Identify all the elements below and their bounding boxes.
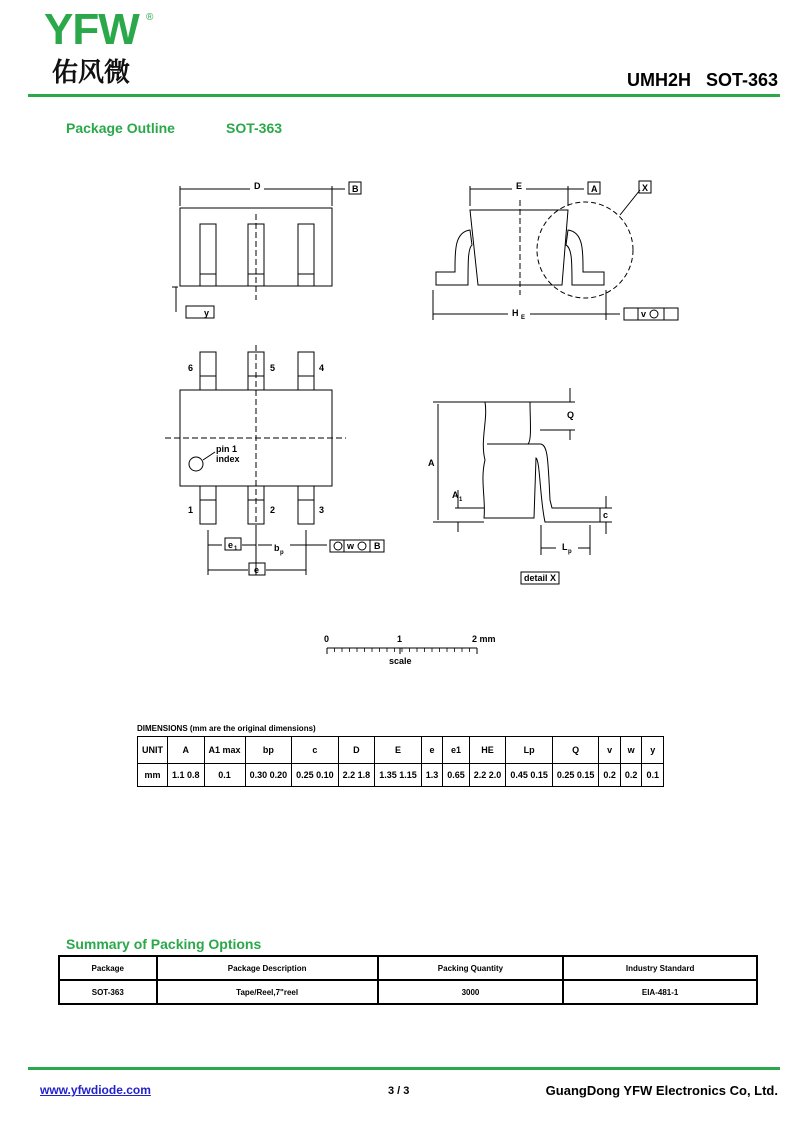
dimensions-cell-7: 1.3 (421, 764, 443, 787)
dimensions-cell-13: 0.2 (620, 764, 642, 787)
dimensions-cell-5: 2.2 1.8 (338, 764, 375, 787)
label-pin1-index-2: index (216, 454, 240, 464)
dimensions-cell-1: 1.1 0.8 (168, 764, 205, 787)
packing-header-cell-3: Industry Standard (563, 956, 757, 980)
packing-data-row (59, 980, 757, 1004)
dimensions-header-cell-7: e (421, 737, 443, 764)
dimensions-cell-6: 1.35 1.15 (375, 764, 422, 787)
dimensions-header-cell-10: Lp (506, 737, 553, 764)
dimensions-header-cell-0: UNIT (138, 737, 168, 764)
scale-label: scale (389, 656, 412, 666)
package-outline-drawing (0, 160, 800, 680)
label-detail-x: detail X (524, 573, 557, 583)
label-Lp-sub: p (568, 549, 572, 555)
dimensions-header-cell-5: D (338, 737, 375, 764)
label-A-ref: A (591, 184, 598, 194)
label-pin1-index-1: pin 1 (216, 444, 238, 454)
label-E: E (516, 181, 523, 191)
label-bp-sub: p (280, 550, 284, 556)
dimensions-cell-2: 0.1 (204, 764, 245, 787)
dimensions-cell-10: 0.45 0.15 (506, 764, 553, 787)
dimensions-cell-14: 0.1 (642, 764, 664, 787)
dimensions-header-cell-8: e1 (443, 737, 470, 764)
label-D: D (254, 181, 261, 191)
page-number: 3 / 3 (388, 1085, 410, 1097)
dimensions-header-cell-12: v (599, 737, 621, 764)
scale-ticks (327, 648, 477, 652)
label-bp: b (274, 543, 280, 553)
dimensions-title: DIMENSIONS (mm are the original dimensions) (137, 724, 316, 733)
dimensions-header-cell-13: w (620, 737, 642, 764)
label-e: e (254, 565, 260, 575)
packing-header-cell-2: Packing Quantity (378, 956, 564, 980)
dimensions-header-cell-1: A (168, 737, 205, 764)
label-HE: H (512, 308, 519, 318)
scale-tick-1: 1 (397, 634, 403, 644)
label-HE-sub: E (521, 315, 526, 321)
logo-chinese: 佑风微 (52, 58, 131, 88)
dimensions-cell-11: 0.25 0.15 (552, 764, 599, 787)
footer-rule (28, 1067, 780, 1070)
packing-header-cell-0: Package (59, 956, 157, 980)
scale-tick-0: 0 (324, 634, 330, 644)
label-Lp: L (562, 542, 568, 552)
package-outline-title: Package Outline (66, 120, 175, 136)
website-link[interactable]: www.yfwdiode.com (40, 1083, 151, 1097)
part-title: UMH2H SOT-363 (626, 70, 778, 90)
header-rule (28, 94, 780, 97)
logo-letters: YFW (44, 5, 139, 54)
dimensions-cell-0: mm (138, 764, 168, 787)
packing-cell-1: Tape/Reel,7"reel (157, 980, 378, 1004)
label-pin3: 3 (319, 505, 325, 515)
registered-mark: ® (146, 12, 154, 23)
label-pin1: 1 (188, 505, 194, 515)
dimensions-header-cell-11: Q (552, 737, 599, 764)
dimensions-header-row (138, 737, 664, 764)
label-Q: Q (567, 410, 575, 420)
label-c: c (603, 510, 609, 520)
dimensions-cell-4: 0.25 0.10 (292, 764, 339, 787)
dimensions-cell-3: 0.30 0.20 (245, 764, 292, 787)
dimensions-cell-9: 2.2 2.0 (469, 764, 506, 787)
label-w: w (347, 541, 355, 551)
label-pin2: 2 (270, 505, 276, 515)
packing-cell-3: EIA-481-1 (563, 980, 757, 1004)
label-y-ref: y (204, 308, 210, 318)
dimensions-data-row (138, 764, 664, 787)
dimensions-header-cell-2: A1 max (204, 737, 245, 764)
packing-header-row (59, 956, 757, 980)
label-e1: e (228, 540, 234, 550)
label-v: v (641, 309, 647, 319)
dimensions-header-cell-9: HE (469, 737, 506, 764)
packing-title: Summary of Packing Options (66, 936, 262, 952)
scale-tick-2: 2 mm (472, 634, 496, 644)
packing-cell-0: SOT-363 (59, 980, 157, 1004)
dimensions-cell-8: 0.65 (443, 764, 470, 787)
label-A1: A (452, 490, 459, 500)
dimensions-table (137, 736, 664, 787)
label-pin5: 5 (270, 363, 276, 373)
dimensions-header-cell-14: y (642, 737, 664, 764)
label-e1-sub: 1 (234, 546, 238, 552)
packing-header-cell-1: Package Description (157, 956, 378, 980)
label-pin6: 6 (188, 363, 194, 373)
packing-table (58, 955, 758, 1005)
packing-cell-2: 3000 (378, 980, 564, 1004)
label-A1-sub: 1 (459, 497, 463, 503)
company-name: GuangDong YFW Electronics Co, Ltd. (545, 1083, 778, 1098)
dimensions-header-cell-3: bp (245, 737, 292, 764)
label-X: X (642, 183, 649, 193)
label-B: B (352, 184, 359, 194)
dimensions-header-cell-6: E (375, 737, 422, 764)
dimensions-header-cell-4: c (292, 737, 339, 764)
label-B-ref: B (374, 541, 381, 551)
label-pin4: 4 (319, 363, 325, 373)
package-outline-package: SOT-363 (226, 120, 283, 136)
dimensions-cell-12: 0.2 (599, 764, 621, 787)
label-A: A (428, 458, 435, 468)
